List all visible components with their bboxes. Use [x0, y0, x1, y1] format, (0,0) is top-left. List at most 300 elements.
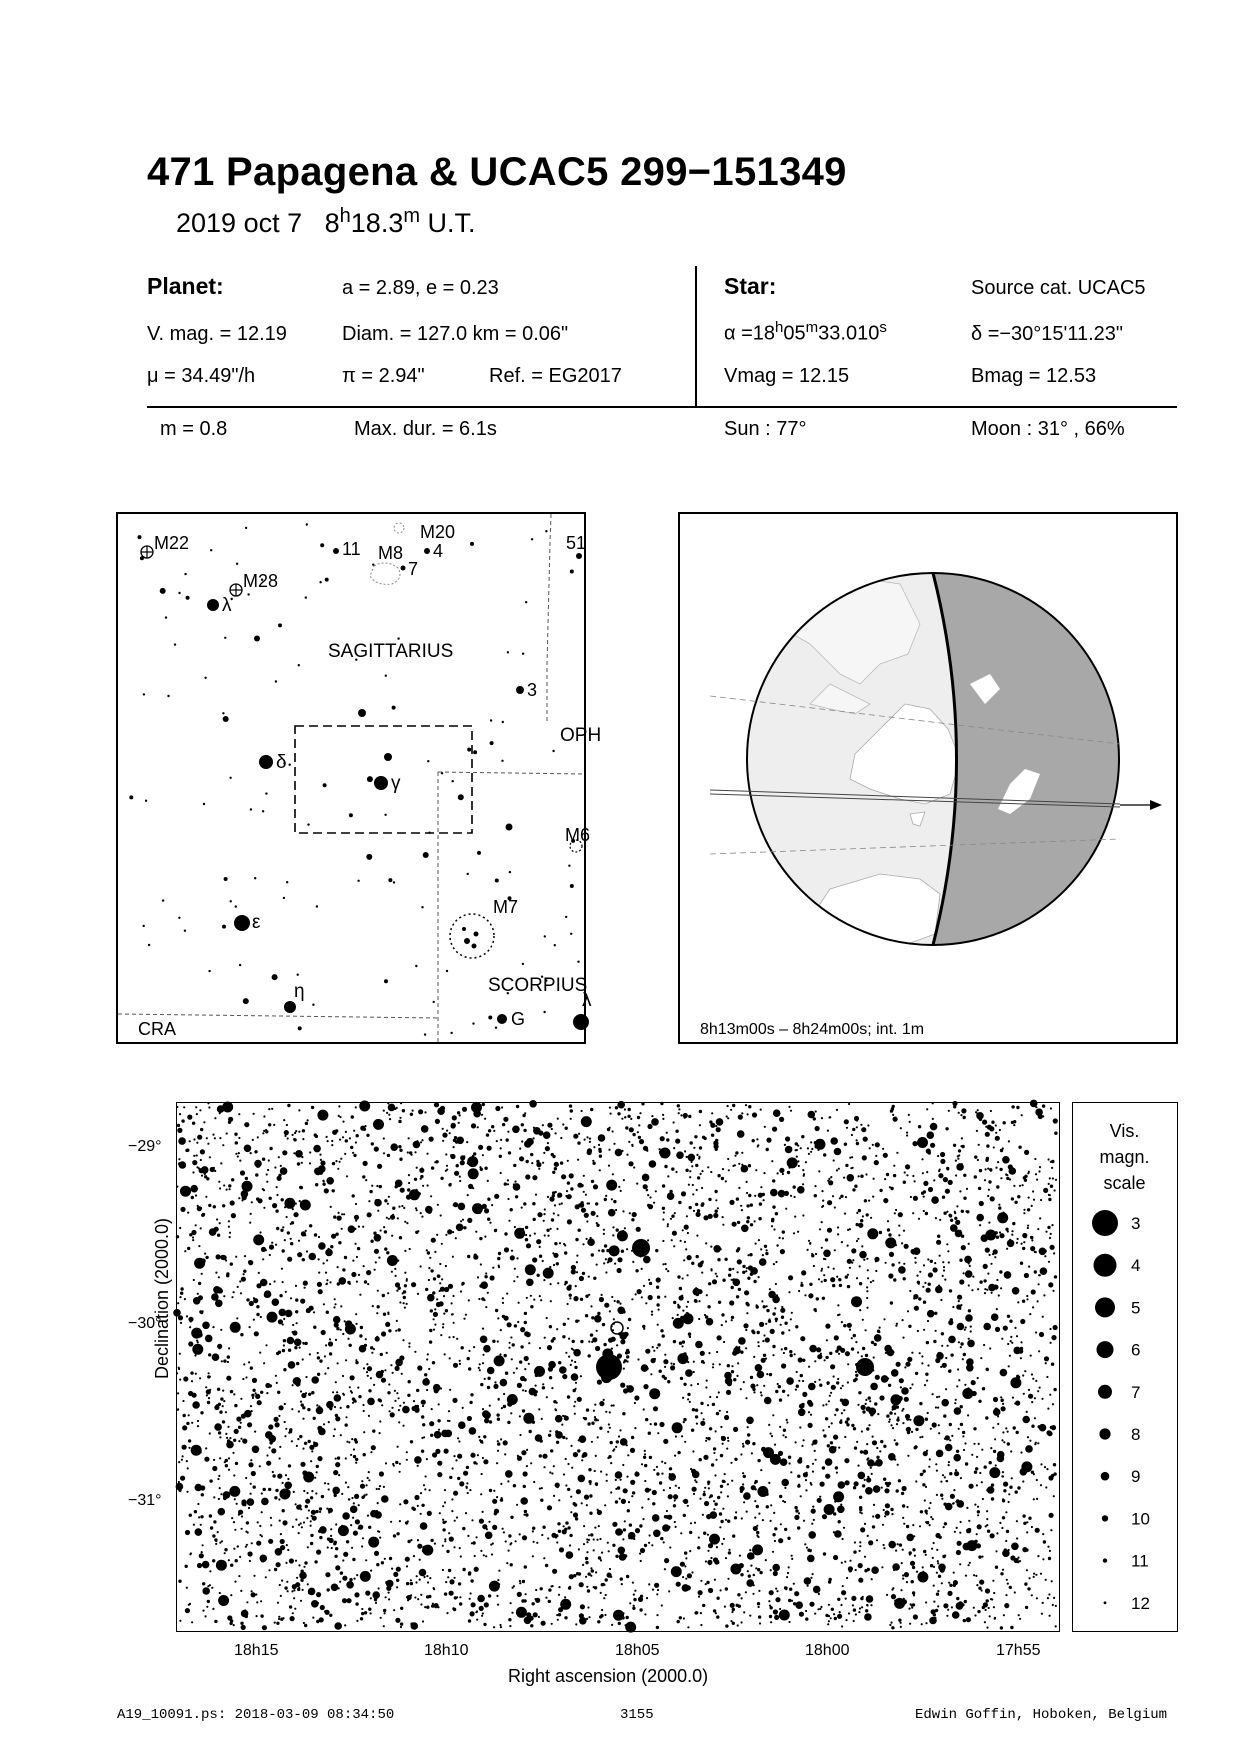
field-star [852, 1188, 855, 1191]
field-star [687, 1301, 689, 1303]
field-star [908, 1325, 911, 1328]
field-star [936, 1549, 938, 1551]
field-star [360, 1617, 363, 1620]
star-m7-d [462, 927, 466, 931]
field-star [743, 1501, 745, 1503]
field-star [212, 1353, 220, 1361]
field-star [1050, 1426, 1053, 1429]
field-star [814, 1613, 816, 1615]
field-star [782, 1173, 784, 1175]
field-star [651, 1115, 653, 1117]
field-star [752, 1544, 763, 1555]
field-star [933, 1179, 935, 1181]
planet-ephemeris-ref: Ref. = EG2017 [489, 365, 622, 387]
field-star [656, 1466, 658, 1468]
field-star [366, 1371, 368, 1373]
field-star [805, 1617, 808, 1620]
field-star [775, 1320, 777, 1322]
field-star [536, 1369, 538, 1371]
field-star [731, 1365, 733, 1367]
field-star [539, 1246, 541, 1248]
field-star [1048, 1194, 1050, 1196]
finder-faint-star [427, 760, 429, 762]
finder-faint-star [167, 695, 169, 697]
field-star [879, 1189, 882, 1192]
globe-night-side [933, 573, 1119, 945]
field-star [623, 1179, 625, 1181]
field-star [354, 1228, 356, 1230]
field-star [872, 1525, 875, 1528]
field-star [1049, 1237, 1051, 1239]
field-star [750, 1565, 752, 1567]
field-star [770, 1621, 772, 1623]
field-star [728, 1549, 730, 1551]
field-star [600, 1614, 603, 1617]
field-star [932, 1393, 934, 1395]
field-star [218, 1595, 229, 1606]
field-star [930, 1123, 938, 1131]
field-star [291, 1590, 293, 1592]
field-star [1000, 1177, 1002, 1179]
field-star [847, 1259, 852, 1264]
hour-unit: h [339, 205, 351, 227]
field-star [202, 1587, 210, 1595]
field-star [659, 1481, 662, 1484]
field-star [858, 1391, 861, 1394]
field-star [921, 1355, 923, 1357]
field-star [254, 1150, 257, 1153]
field-star [818, 1278, 820, 1280]
field-star [798, 1380, 800, 1382]
label-lambda-sco: λ [582, 990, 592, 1011]
field-star [417, 1598, 419, 1600]
field-star [595, 1455, 597, 1457]
field-star [529, 1616, 534, 1621]
field-star [940, 1494, 943, 1497]
field-star [777, 1244, 779, 1246]
field-star [698, 1537, 700, 1539]
star-g-sco [497, 1014, 507, 1024]
field-star [458, 1421, 466, 1429]
field-star [827, 1623, 829, 1625]
field-star [398, 1421, 400, 1423]
field-star [979, 1280, 982, 1283]
field-star [859, 1541, 861, 1543]
field-star [1050, 1107, 1052, 1109]
field-star [603, 1229, 605, 1231]
field-star [380, 1617, 382, 1619]
field-star [615, 1446, 617, 1448]
field-star [382, 1294, 385, 1297]
field-star [656, 1303, 659, 1306]
field-star [932, 1557, 934, 1559]
field-star [1033, 1498, 1035, 1500]
field-star [874, 1334, 882, 1342]
field-star [649, 1282, 652, 1285]
field-star [786, 1576, 788, 1578]
field-star [229, 1437, 231, 1439]
field-star [890, 1238, 892, 1240]
field-star [808, 1549, 810, 1551]
field-star [252, 1139, 254, 1141]
field-star [789, 1350, 792, 1353]
field-star [932, 1518, 934, 1520]
field-star [685, 1369, 693, 1377]
field-star [434, 1324, 436, 1326]
field-star [926, 1108, 928, 1110]
field-star [846, 1423, 849, 1426]
field-star [478, 1367, 480, 1369]
field-star [279, 1489, 290, 1500]
field-star [621, 1250, 624, 1253]
field-star [286, 1544, 288, 1546]
field-star [343, 1552, 348, 1557]
field-star [196, 1166, 198, 1168]
field-star [959, 1532, 961, 1534]
field-star [1035, 1106, 1037, 1108]
field-star [391, 1235, 393, 1237]
finder-faint-star [507, 651, 509, 653]
field-star [489, 1489, 492, 1492]
field-star [374, 1269, 376, 1271]
field-star [593, 1410, 595, 1412]
field-star [202, 1213, 205, 1216]
field-star [996, 1185, 999, 1188]
field-star [319, 1617, 324, 1622]
field-star [889, 1252, 894, 1257]
field-star [768, 1318, 770, 1320]
field-star [180, 1292, 183, 1295]
field-star [624, 1359, 627, 1362]
field-star [833, 1512, 836, 1515]
field-star [497, 1257, 500, 1260]
field-star [590, 1575, 592, 1577]
field-star [353, 1448, 355, 1450]
field-star [976, 1113, 978, 1115]
field-star [879, 1327, 881, 1329]
field-star [825, 1458, 833, 1466]
field-star [358, 1504, 360, 1506]
field-star [893, 1569, 895, 1571]
field-star [859, 1545, 861, 1547]
field-star [217, 1388, 220, 1391]
earth-shadow-panel [678, 512, 1178, 1044]
field-star [781, 1195, 783, 1197]
field-star [567, 1395, 570, 1398]
field-star [573, 1452, 578, 1457]
field-star [674, 1494, 676, 1496]
field-star [634, 1402, 636, 1404]
field-star [355, 1106, 357, 1108]
field-star [183, 1376, 188, 1381]
field-star [544, 1337, 546, 1339]
field-star [635, 1528, 640, 1533]
field-star [402, 1339, 404, 1341]
field-star [845, 1196, 847, 1198]
field-star [1020, 1357, 1022, 1359]
field-star [757, 1331, 760, 1334]
field-star [745, 1591, 747, 1593]
field-star [999, 1231, 1001, 1233]
field-star [758, 1217, 761, 1220]
field-star [344, 1256, 347, 1259]
field-star [649, 1456, 652, 1459]
field-star [533, 1218, 536, 1221]
field-star [388, 1218, 390, 1220]
field-star [592, 1337, 597, 1342]
field-star [528, 1342, 530, 1344]
field-star [416, 1575, 418, 1577]
field-star [388, 1598, 390, 1600]
field-star [294, 1608, 296, 1610]
field-star [753, 1391, 755, 1393]
field-star [368, 1526, 371, 1529]
field-star [386, 1352, 388, 1354]
field-star [574, 1361, 576, 1363]
field-star [597, 1380, 602, 1385]
field-star [897, 1543, 899, 1545]
field-star [886, 1173, 889, 1176]
field-star [889, 1411, 892, 1414]
field-star [521, 1207, 523, 1209]
field-star [634, 1395, 639, 1400]
field-star [716, 1118, 724, 1126]
field-star [343, 1213, 345, 1215]
field-star [547, 1345, 552, 1350]
field-star [404, 1307, 406, 1309]
field-star [560, 1161, 563, 1164]
field-star [872, 1515, 874, 1517]
field-star [1023, 1209, 1025, 1211]
field-star [446, 1612, 448, 1614]
field-star [420, 1594, 422, 1596]
field-star [543, 1131, 551, 1139]
field-star [461, 1284, 463, 1286]
field-star [626, 1476, 628, 1478]
field-star [523, 1129, 526, 1132]
field-star [960, 1423, 963, 1426]
field-star [841, 1562, 843, 1564]
field-star [211, 1587, 213, 1589]
field-star [1051, 1580, 1053, 1582]
field-star [298, 1410, 300, 1412]
field-star [212, 1326, 214, 1328]
field-star [554, 1167, 557, 1170]
field-star [1049, 1615, 1051, 1617]
field-star [355, 1602, 358, 1605]
finder-faint-star [316, 905, 318, 907]
field-star [633, 1166, 635, 1168]
field-star [425, 1288, 428, 1291]
field-star [763, 1172, 765, 1174]
field-star [522, 1580, 525, 1583]
field-star [861, 1405, 866, 1410]
field-star [652, 1589, 654, 1591]
field-star [884, 1345, 892, 1353]
field-star [480, 1440, 483, 1443]
field-star [238, 1575, 240, 1577]
field-star [809, 1602, 814, 1607]
field-star [278, 1498, 280, 1500]
field-star [532, 1555, 534, 1557]
field-star [424, 1111, 426, 1113]
field-star [458, 1440, 460, 1442]
field-star [916, 1275, 918, 1277]
field-star [977, 1377, 979, 1379]
field-star [727, 1578, 729, 1580]
field-star [902, 1504, 905, 1507]
finder-faint-star [384, 979, 388, 983]
field-star [359, 1334, 362, 1337]
field-star [1018, 1614, 1020, 1616]
field-star [609, 1127, 611, 1129]
field-star [548, 1361, 556, 1369]
field-star [533, 1299, 535, 1301]
field-star [308, 1509, 310, 1511]
field-star [662, 1334, 665, 1337]
field-star [720, 1454, 723, 1457]
label-51: 51 [566, 533, 587, 553]
field-star [403, 1296, 406, 1299]
field-star [439, 1282, 441, 1284]
field-star [317, 1352, 319, 1354]
field-star [335, 1381, 337, 1383]
field-star [329, 1281, 331, 1283]
field-star [296, 1445, 298, 1447]
field-star [252, 1378, 257, 1383]
field-star [192, 1393, 197, 1398]
field-star [296, 1362, 299, 1365]
field-star [987, 1168, 989, 1170]
field-star [287, 1478, 289, 1480]
field-star [507, 1322, 512, 1327]
field-star [598, 1148, 601, 1151]
field-star [318, 1530, 321, 1533]
field-star [209, 1432, 211, 1434]
field-star [500, 1172, 502, 1174]
field-star [702, 1260, 704, 1262]
field-star [233, 1624, 235, 1626]
field-star [666, 1132, 668, 1134]
field-star [1022, 1300, 1025, 1303]
field-star [976, 1484, 978, 1486]
field-star [797, 1231, 799, 1233]
field-star [974, 1540, 977, 1543]
field-star [395, 1461, 398, 1464]
field-star [869, 1400, 871, 1402]
field-star [374, 1249, 379, 1254]
field-star [1030, 1100, 1038, 1108]
field-star [342, 1333, 344, 1335]
field-star [326, 1279, 328, 1281]
field-star [945, 1357, 947, 1359]
field-star [715, 1273, 717, 1275]
field-star [995, 1136, 1000, 1141]
field-star [831, 1509, 833, 1511]
field-star [239, 1160, 241, 1162]
finder-faint-star [522, 653, 524, 655]
field-star [214, 1538, 217, 1541]
field-star [969, 1484, 974, 1489]
field-star [335, 1565, 340, 1570]
field-star [497, 1604, 499, 1606]
field-star [509, 1543, 511, 1545]
field-star [327, 1588, 330, 1591]
field-star [310, 1534, 313, 1537]
field-star [512, 1343, 515, 1346]
field-star [285, 1428, 287, 1430]
field-star [972, 1276, 974, 1278]
field-star [787, 1537, 790, 1540]
field-star [570, 1496, 572, 1498]
field-star [551, 1623, 553, 1625]
field-star [900, 1626, 902, 1628]
field-star [863, 1450, 868, 1455]
field-star [449, 1389, 451, 1391]
field-star [266, 1461, 271, 1466]
label-3: 3 [527, 680, 538, 700]
field-star [426, 1575, 428, 1577]
field-star [702, 1514, 704, 1516]
field-star [394, 1268, 396, 1270]
field-star [1003, 1614, 1005, 1616]
field-star [618, 1435, 620, 1437]
field-star [524, 1510, 527, 1513]
field-star [708, 1588, 713, 1593]
field-star [233, 1521, 235, 1523]
field-star [685, 1557, 687, 1559]
label-eta: η [294, 981, 305, 1002]
star-sgr-mid [358, 709, 366, 717]
field-star [545, 1564, 548, 1567]
field-star [732, 1165, 734, 1167]
field-star [561, 1424, 563, 1426]
field-star [351, 1272, 356, 1277]
field-star [547, 1142, 549, 1144]
field-star [298, 1564, 300, 1566]
field-star [738, 1249, 740, 1251]
field-star [996, 1279, 998, 1281]
field-star [539, 1488, 541, 1490]
field-star [667, 1223, 669, 1225]
field-star [246, 1298, 249, 1301]
field-star [893, 1165, 895, 1167]
field-star [286, 1581, 288, 1583]
field-star [388, 1114, 390, 1116]
field-star [938, 1396, 940, 1398]
field-star [406, 1459, 408, 1461]
field-star [187, 1212, 189, 1214]
field-star [766, 1309, 769, 1312]
field-star [600, 1559, 602, 1561]
field-star [452, 1295, 454, 1297]
field-star [1037, 1390, 1039, 1392]
field-star [322, 1183, 325, 1186]
field-star [788, 1275, 793, 1280]
field-star [547, 1505, 552, 1510]
field-star [714, 1503, 717, 1506]
field-star [305, 1499, 310, 1504]
field-star [358, 1226, 360, 1228]
field-star [1039, 1274, 1041, 1276]
field-star [191, 1328, 202, 1339]
field-star [840, 1504, 842, 1506]
field-star [741, 1152, 743, 1154]
field-star [281, 1198, 284, 1201]
field-star [1007, 1315, 1010, 1318]
field-star [508, 1220, 510, 1222]
field-star [326, 1508, 328, 1510]
